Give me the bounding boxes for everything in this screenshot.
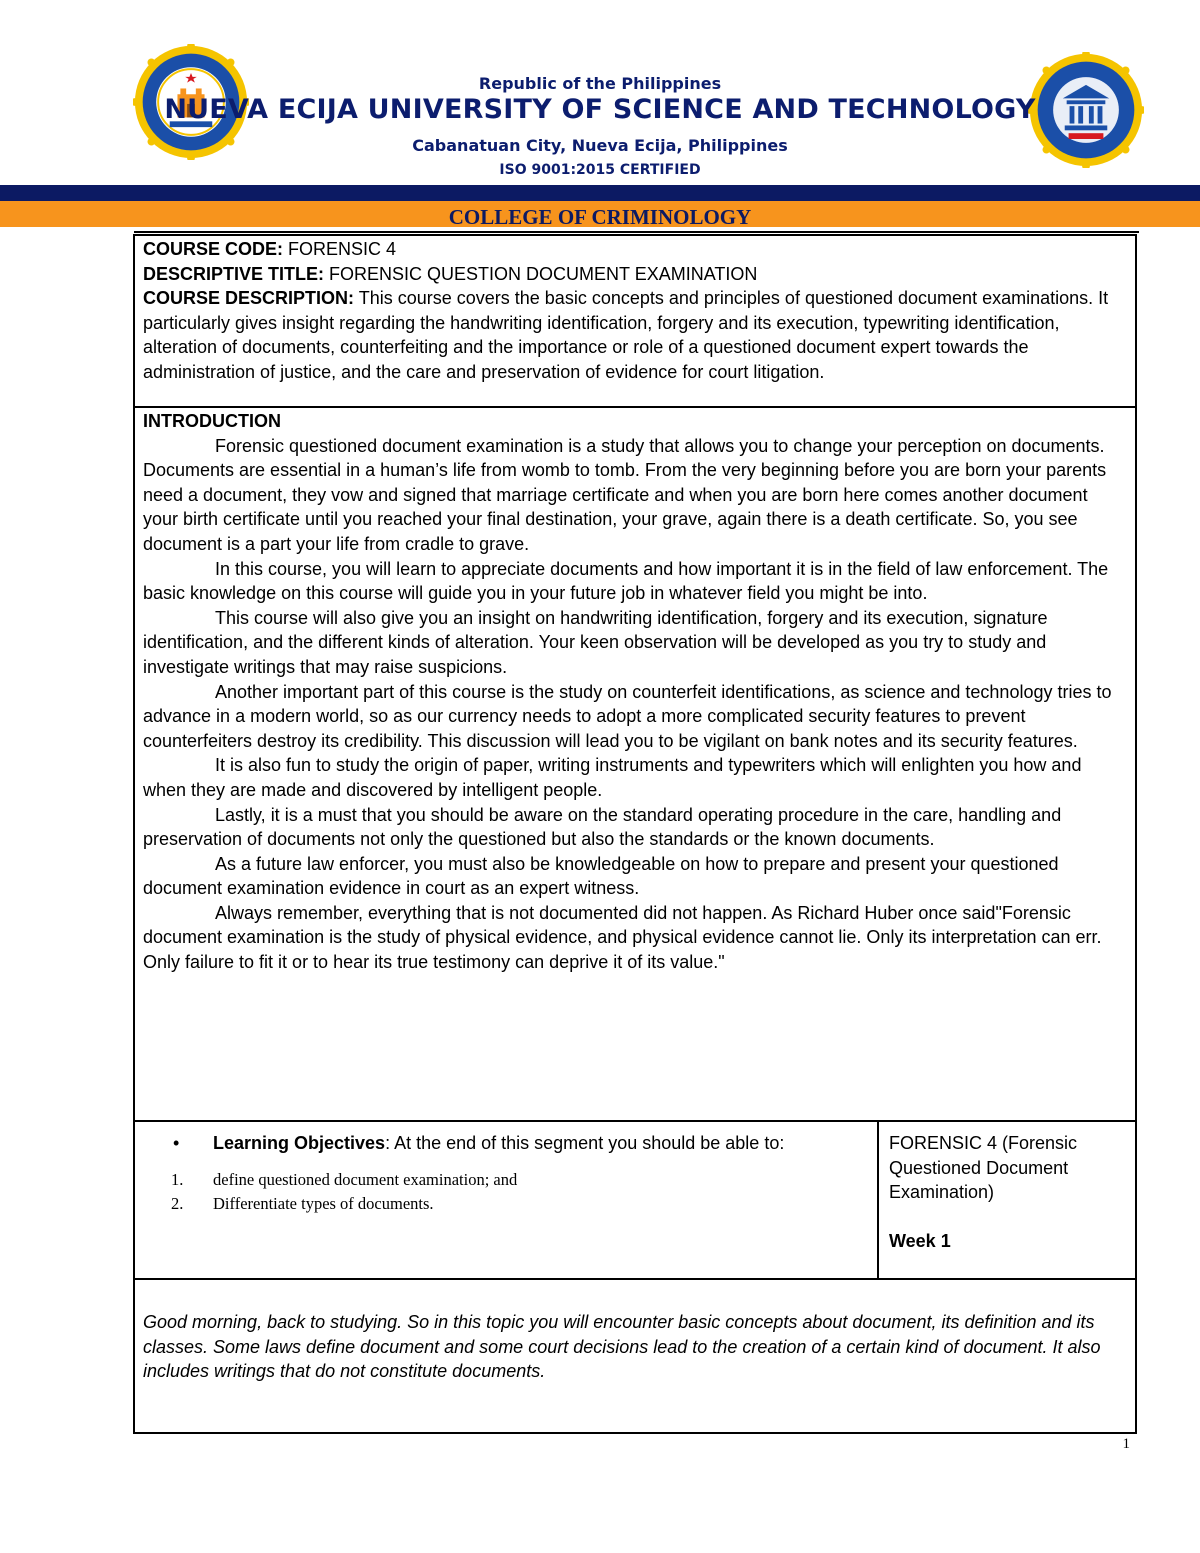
introduction-box: [133, 406, 1137, 1122]
list-item: [149, 1168, 867, 1192]
list-item-text: Differentiate types of documents.: [213, 1193, 434, 1213]
intro-paragraph: In this course, you will learn to appreciate documents and how important it is in the field of law enforcement. The basic knowledge on this course will guide you in your future job in whatever field you might be into.: [143, 558, 1109, 604]
week-label: Week 1: [889, 1230, 951, 1251]
intro-paragraph: As a future law enforcer, you must also be knowledgeable on how to prepare and present your questioned document examination evidence in court as an expert witness.: [143, 853, 1059, 899]
header-band-navy: [0, 185, 1200, 201]
list-item-number: 2.: [171, 1193, 184, 1213]
intro-paragraph: Another important part of this course is the study on counterfeit identifications, as science and technology tries to advance in a modern world, so as our currency needs to adopt a more complicated security features to prevent counterfeiters destroy its credibility. This discussion will lead you to be vigilant on bank notes and its security features.: [143, 681, 1112, 751]
course-code-value: FORENSIC 4: [288, 239, 397, 259]
course-week-cell: [879, 1122, 1137, 1253]
iso-certification: ISO 9001:2015 CERTIFIED: [499, 162, 701, 178]
greeting-text: Good morning, back to studying. So in this topic you will encounter basic concepts about document, its definition and its classes. Some laws define document and some court decisions lead to the creation of a certain kind of document. It also includes writings that do not constitute documents.: [143, 1312, 1101, 1382]
college-title: COLLEGE OF CRIMINOLOGY: [448, 205, 752, 229]
course-description-label: COURSE DESCRIPTION:: [143, 288, 355, 309]
course-code-line: [143, 237, 1127, 262]
descriptive-title-line: [143, 262, 1127, 287]
intro-paragraph: Always remember, everything that is not documented did not happen. As Richard Huber once said"Forensic document examination is the study of physical evidence, and physical evidence cannot lie. Only its interpretation can err. Only failure to fit it or to hear its true testimony can deprive it of its value.": [143, 902, 1102, 973]
university-name: NUEVA ECIJA UNIVERSITY OF SCIENCE AND TECHNOLOGY: [164, 94, 1036, 125]
intro-paragraph: This course will also give you an insight on handwriting identification, forgery and its execution, signature identification, and the different kinds of alteration. Your keen observation will be developed as you try to study and investigate writings that may raise suspicions.: [143, 607, 1048, 677]
descriptive-title-label: DESCRIPTIVE TITLE:: [143, 263, 325, 284]
objectives-bullet-item: [149, 1131, 867, 1156]
list-item-number: 1.: [171, 1169, 184, 1189]
course-info-box: [133, 234, 1137, 408]
intro-paragraph: It is also fun to study the origin of paper, writing instruments and typewriters which will enlighten you how and when they are made and discovered by intelligent people.: [143, 755, 1082, 800]
objectives-cell: [135, 1122, 879, 1278]
university-address: Cabanatuan City, Nueva Ecija, Philippines: [412, 136, 788, 155]
introduction-heading: INTRODUCTION: [143, 411, 281, 431]
objectives-box: [133, 1120, 1137, 1280]
bullet-icon: •: [173, 1133, 180, 1153]
objectives-lead: : At the end of this segment you should be able to:: [385, 1133, 785, 1153]
course-code-label: COURSE CODE:: [143, 239, 284, 259]
course-description-line: [143, 286, 1127, 384]
course-description-value: This course covers the basic concepts and principles of questioned document examinations. It particularly gives insight regarding the handwriting identification, forgery and its execution, typewriting identification, alteration of documents, counterfeiting and the importance or role of a questioned document expert towards the administration of justice, and the care and preservation of evidence for court litigation.: [143, 288, 1109, 382]
page-number: 1: [1122, 1436, 1130, 1452]
objectives-list: [149, 1168, 867, 1216]
list-item: [149, 1192, 867, 1216]
intro-paragraph: Forensic questioned document examination is a study that allows you to change your perception on documents. Documents are essential in a human’s life from womb to tomb. From the very beginning before you are born your parents need a document, they vow and signed that marriage certificate and when you are born here comes another document your birth certificate until you reached your final destination, your grave, again there is a death certificate. So, you see document is a part your life from cradle to grave.: [143, 435, 1107, 554]
college-title-rule: [134, 231, 1139, 233]
intro-paragraph: Lastly, it is a must that you should be aware on the standard operating procedure in the care, handling and preservation of documents not only the questioned but also the standards or the known documents.: [143, 804, 1062, 850]
side-course-title: FORENSIC 4 (Forensic Questioned Document Examination): [889, 1133, 1078, 1203]
greeting-box: [133, 1278, 1137, 1434]
descriptive-title-value: FORENSIC QUESTION DOCUMENT EXAMINATION: [329, 263, 758, 284]
republic-line: Republic of the Philippines: [478, 74, 722, 93]
list-item-text: define questioned document examination; and: [213, 1169, 518, 1189]
objectives-label: Learning Objectives: [213, 1133, 386, 1153]
